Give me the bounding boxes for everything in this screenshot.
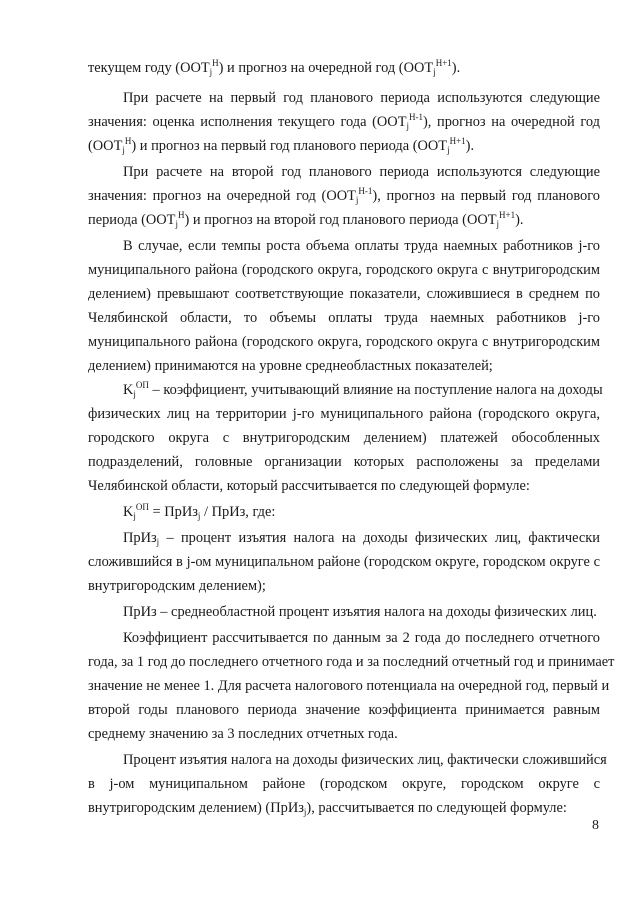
text-line: $(ООТ_j^Н)$ и прогноз на первый год планового периода $(ООТ_j^{Н+1})$. (88, 136, 475, 155)
text-line: года, за 1 год до последнего отчетного года и за последний отчетный год и принимает (88, 654, 615, 670)
text-line: муниципального района (городского округа, городского округа с внутригородским (88, 262, 600, 278)
text-line: делением) принимаются на уровне среднеобластных показателей; (88, 358, 493, 374)
formula-line: $K_j^{ОП}$ = ПрИз$_j$ / ПрИз, где: (123, 502, 276, 521)
text-line: $K_j^{ОП}$ – коэффициент, учитывающий влияние на поступление налога на доходы (123, 380, 603, 399)
text-line: сложившийся в j-ом муниципальном районе (городском округе, городском округе с (88, 554, 600, 570)
page-number: 8 (592, 818, 599, 833)
text-line: второй годы планового периода значение коэффициента принимается равным (88, 702, 600, 718)
text-line: делением) превышают соответствующие показатели, сложившиеся в среднем по (88, 286, 600, 302)
text-line: значения: оценка исполнения текущего года $(ООТ_j^{Н-1})$, прогноз на очередной год (88, 112, 600, 131)
text-line: При расчете на первый год планового периода используются следующие (123, 90, 600, 106)
text-line: При расчете на второй год планового периода используются следующие (123, 164, 600, 180)
text-line: Процент изъятия налога на доходы физических лиц, фактически сложившийся (123, 752, 607, 768)
text-line: внутригородским делением) (ПрИз$_j$), рассчитывается по следующей формуле: (88, 800, 567, 817)
text-line: периода $(ООТ_j^Н)$ и прогноз на второй год планового периода $(ООТ_j^{Н+1})$. (88, 210, 524, 229)
text-line: Коэффициент рассчитывается по данным за 2 года до последнего отчетного (123, 630, 600, 646)
text-line: муниципального района (городского округа, городского округа с внутригородским (88, 334, 600, 350)
text-line: в j-ом муниципальном районе (городском округе, городском округе с (88, 776, 600, 792)
text-line: ПрИз$_j$ – процент изъятия налога на доходы физических лиц, фактически (123, 530, 600, 547)
text-line: среднему значению за 3 последних отчетных года. (88, 726, 398, 742)
text-line: ПрИз – среднеобластной процент изъятия налога на доходы физических лиц. (123, 604, 597, 620)
text-line: В случае, если темпы роста объема оплаты труда наемных работников j-го (123, 238, 600, 254)
text-line: городского округа с внутригородским делением) платежей обособленных (88, 430, 600, 446)
text-line: Челябинской области, то объемы оплаты труда наемных работников j-го (88, 310, 600, 326)
text-line: текущем году $(ООТ_j^Н)$ и прогноз на очередной год $(ООТ_j^{Н+1})$. (88, 58, 461, 77)
text-line: внутригородским делением); (88, 578, 266, 594)
text-line: подразделений, головные организации которых расположены за пределами (88, 454, 600, 470)
text-line: Челябинской области, который рассчитывается по следующей формуле: (88, 478, 530, 494)
text-line: физических лиц на территории j-го муниципального района (городского округа, (88, 406, 600, 422)
text-line: значение не менее 1. Для расчета налогового потенциала на очередной год, первый и (88, 678, 610, 694)
text-line: значения: прогноз на очередной год $(ООТ_j^{Н-1})$, прогноз на первый год планового (88, 186, 600, 205)
